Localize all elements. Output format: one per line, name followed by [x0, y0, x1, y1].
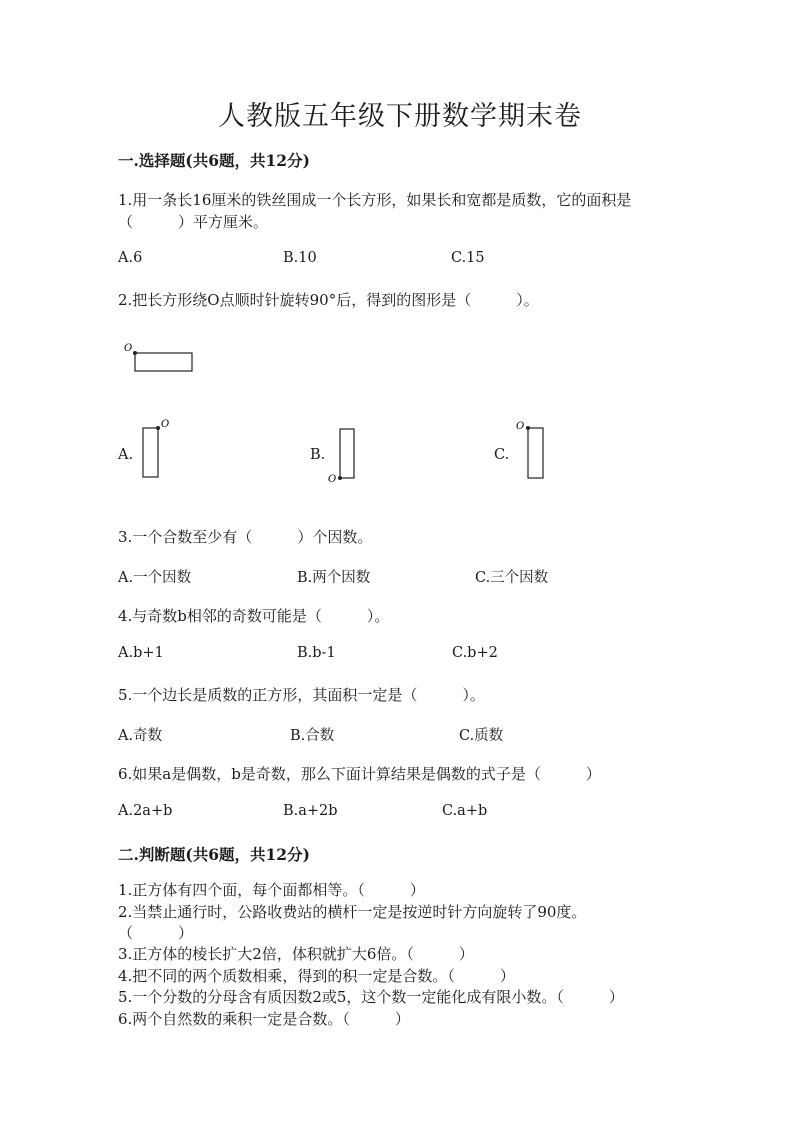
judge-item-3: 3.正方体的棱长扩大2倍，体积就扩大6倍。（ ） — [118, 945, 474, 963]
section-heading-judge: 二.判断题(共6题，共12分) — [118, 845, 310, 864]
judge-item-1: 1.正方体有四个面，每个面都相等。（ ） — [118, 881, 425, 899]
question-4-text: 4.与奇数b相邻的奇数可能是（ ）。 — [118, 607, 390, 625]
question-4-option-b: B.b-1 — [297, 645, 336, 661]
judge-item-5: 5.一个分数的分母含有质因数2或5，这个数一定能化成有限小数。（ ） — [118, 988, 624, 1006]
figure-option-c — [513, 419, 553, 483]
question-1-line-1: 1.用一条长16厘米的铁丝围成一个长方形，如果长和宽都是质数，它的面积是 — [118, 191, 632, 209]
question-3-option-a: A.一个因数 — [118, 570, 192, 586]
judge-item-2-bracket: （ ） — [118, 924, 194, 942]
judge-item-6: 6.两个自然数的乘积一定是合数。（ ） — [118, 1010, 410, 1028]
question-2-text: 2.把长方形绕O点顺时针旋转90°后，得到的图形是（ ）。 — [118, 291, 539, 309]
question-5-text: 5.一个边长是质数的正方形，其面积一定是（ ）。 — [118, 686, 485, 704]
svg-text:O: O — [328, 474, 337, 485]
svg-text:O: O — [161, 419, 170, 430]
question-2-option-c: C. — [494, 447, 510, 463]
question-3-option-b: B.两个因数 — [297, 570, 371, 586]
page-title: 人教版五年级下册数学期末卷 — [218, 101, 582, 132]
question-6-text: 6.如果a是偶数，b是奇数，那么下面计算结果是偶数的式子是（ ） — [118, 765, 601, 783]
question-1-line-2: （ ）平方厘米。 — [118, 213, 269, 231]
question-2-option-a: A. — [118, 447, 134, 463]
question-6-option-a: A.2a+b — [118, 803, 173, 819]
question-5-option-b: B.合数 — [290, 728, 335, 744]
question-5-option-c: C.质数 — [459, 728, 504, 744]
section-heading-choice: 一.选择题(共6题，共12分) — [118, 151, 310, 170]
question-3-option-c: C.三个因数 — [475, 570, 549, 586]
judge-item-4: 4.把不同的两个质数相乘，得到的积一定是合数。（ ） — [118, 967, 515, 985]
question-6-option-c: C.a+b — [442, 803, 488, 819]
question-1-option-a: A.6 — [118, 250, 143, 266]
question-2-option-b: B. — [310, 447, 326, 463]
svg-text:O: O — [516, 421, 525, 432]
figure-original-rectangle — [118, 338, 208, 378]
figure-option-a — [138, 417, 178, 481]
question-5-option-a: A.奇数 — [118, 728, 163, 744]
question-4-option-c: C.b+2 — [452, 645, 498, 661]
question-1-option-c: C.15 — [451, 250, 485, 266]
question-3-text: 3.一个合数至少有（ ）个因数。 — [118, 528, 373, 546]
figure-option-b — [325, 425, 365, 487]
judge-item-2: 2.当禁止通行时，公路收费站的横杆一定是按逆时针方向旋转了90度。 — [118, 903, 587, 921]
question-1-option-b: B.10 — [283, 250, 317, 266]
question-6-option-b: B.a+2b — [283, 803, 338, 819]
question-4-option-a: A.b+1 — [118, 645, 164, 661]
point-o-label: O — [124, 343, 133, 354]
